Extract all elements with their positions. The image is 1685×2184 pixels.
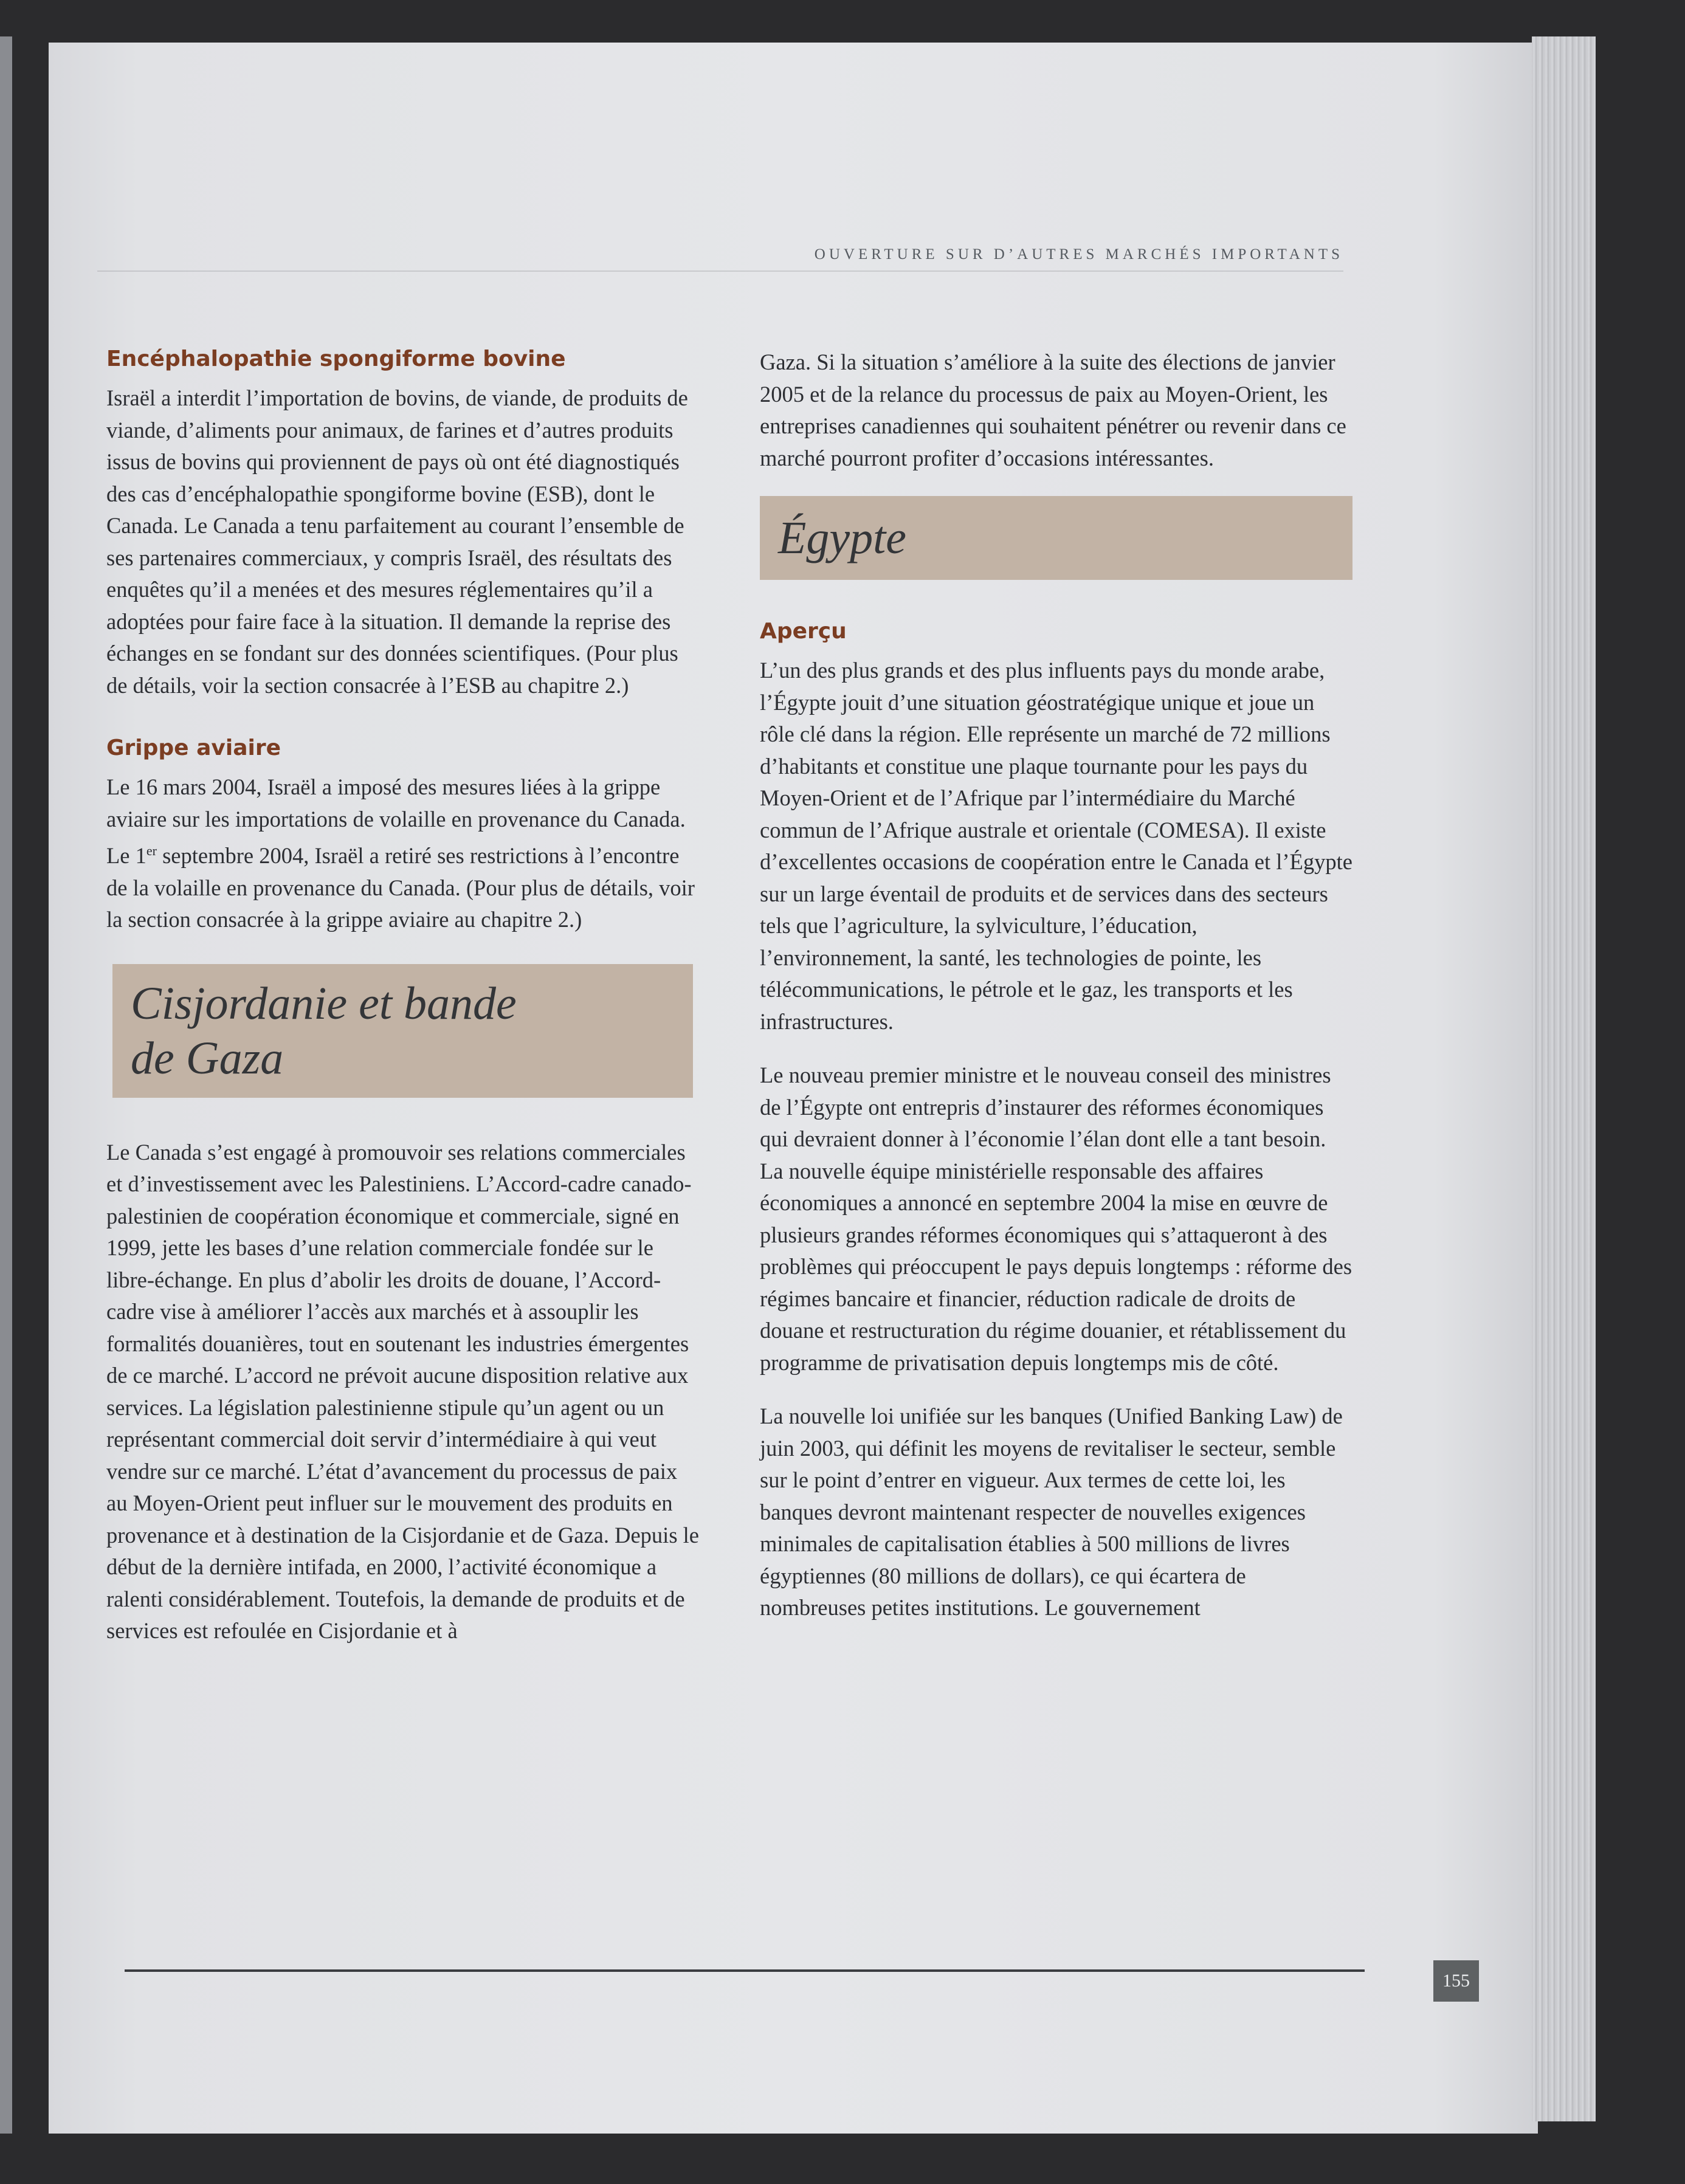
cisjordanie-title-line1: Cisjordanie et bande [131, 977, 517, 1029]
cisjordanie-paragraph: Le Canada s’est engagé à promouvoir ses relations commerciales et d’investissement avec les Palestiniens. L’Accord-cadre canado-palestinien de coopération économique et commerciale, signé en 1999, jette les bases d’une relation commerciale fondée sur le libre-échange. En plus d’abolir les droits de douane, l’Accord-cadre vise à améliorer l’accès aux marchés et à assouplir les formalités douanières, tout en soutenant les industries émergentes de ce marché. L’accord ne prévoit aucune disposition relative aux services. La législation palestinienne stipule qu’un agent ou un représentant commercial doit servir d’intermédiaire à qui veut vendre sur ce marché. L’état d’avancement du processus de paix au Moyen-Orient peut influer sur le mouvement des produits en provenance et à destination de la Cisjordanie et de Gaza. Depuis le début de la dernière intifada, en 2000, l’activité économique a ralenti considérablement. Toutefois, la demande de produits et de services est refoulée en Cisjordanie et à [106, 1139, 699, 1644]
adjacent-page-edge [0, 36, 12, 2134]
grippe-heading: Grippe aviaire [106, 735, 281, 760]
left-column [106, 346, 699, 1669]
cisjordanie-title-line2: de Gaza [131, 1032, 284, 1084]
running-title: OUVERTURE SUR D’AUTRES MARCHÉS IMPORTANTS [814, 246, 1343, 263]
apercu-heading: Aperçu [760, 619, 847, 644]
right-column [760, 346, 1352, 1646]
grippe-text-part2: septembre 2004, Israël a retiré ses restrictions à l’encontre de la volaille en provenance du Canada. (Pour plus de détails, voir la section consacrée à la grippe aviaire au chapitre 2.) [106, 843, 695, 932]
egypte-paragraph-3: La nouvelle loi unifiée sur les banques (Unified Banking Law) de juin 2003, qui définit les moyens de revitaliser le secteur, semble sur le point d’entrer en vigueur. Aux termes de cette loi, les banques devront maintenant respecter de nouvelles exigences minimales de capitalisation établies à 500 millions de livres égyptiennes (80 millions de dollars), ce qui écartera de nombreuses petites institutions. Le gouvernement [760, 1404, 1343, 1620]
page-number: 155 [1433, 1960, 1479, 2002]
egypte-title: Égypte [778, 512, 907, 563]
grippe-paragraph [106, 771, 699, 936]
egypte-paragraph-2: Le nouveau premier ministre et le nouveau conseil des ministres de l’Égypte ont entrepris d’instaurer des réformes économiques qui devraient donner à l’économie l’élan dont elle a tant besoin. La nouvelle équipe ministérielle responsable des affaires économiques a annoncé en septembre 2004 la mise en œuvre de plusieurs grandes réformes économiques qui s’attaqueront à des problèmes qui préoccupent le pays depuis longtemps : réforme des régimes bancaire et financier, réduction radicale de droits de douane et restructuration du régime douanier, et rétablissement du programme de privatisation depuis longtemps mis de côté. [760, 1063, 1352, 1375]
gaza-continuation-paragraph: Gaza. Si la situation s’améliore à la suite des élections de janvier 2005 et de la relance du processus de paix au Moyen-Orient, les entreprises canadiennes qui souhaitent pénétrer ou revenir dans ce marché pourront profiter d’occasions intéressantes. [760, 350, 1346, 470]
grippe-superscript: er [146, 843, 157, 858]
esb-paragraph: Israël a interdit l’importation de bovins, de viande, de produits de viande, d’aliments pour animaux, de farines et d’autres produits issus de bovins qui proviennent de pays où ont été diagnostiqués des cas d’encéphalopathie spongiforme bovine (ESB), dont le Canada. Le Canada a tenu parfaitement au courant l’ensemble de ses partenaires commerciaux, y compris Israël, des résultats des enquêtes qu’il a menées et des mesures réglementaires qu’il a adoptées pour faire face à la situation. Il demande la reprise des échanges en se fondant sur des données scientifiques. (Pour plus de détails, voir la section consacrée à l’ESB au chapitre 2.) [106, 385, 688, 698]
egypte-paragraph-1: L’un des plus grands et des plus influents pays du monde arabe, l’Égypte jouit d’une situation géostratégique unique et joue un rôle clé dans la région. Elle représente un marché de 72 millions d’habitants et constitue une plaque tournante pour les pays du Moyen-Orient et de l’Afrique par l’intermédiaire du Marché commun de l’Afrique australe et orientale (COMESA). Il existe d’excellentes occasions de coopération entre le Canada et l’Égypte sur un large éventail de produits et de services dans des secteurs tels que l’agriculture, la sylviculture, l’éducation, l’environnement, la santé, les technologies de pointe, les télécommunications, le pétrole et le gaz, les transports et les infrastructures. [760, 658, 1352, 1034]
egypte-title-box [760, 496, 1352, 580]
running-header [97, 246, 1343, 272]
page-stack-edge [1532, 36, 1596, 2121]
esb-heading: Encéphalopathie spongiforme bovine [106, 346, 566, 371]
cisjordanie-title-box [112, 964, 693, 1098]
footer-rule [125, 1969, 1365, 1972]
grippe-text-part1: Le 16 mars 2004, Israël a imposé des mesures liées à la grippe aviaire sur les importations de volaille en provenance du Canada. Le 1 [106, 774, 686, 869]
